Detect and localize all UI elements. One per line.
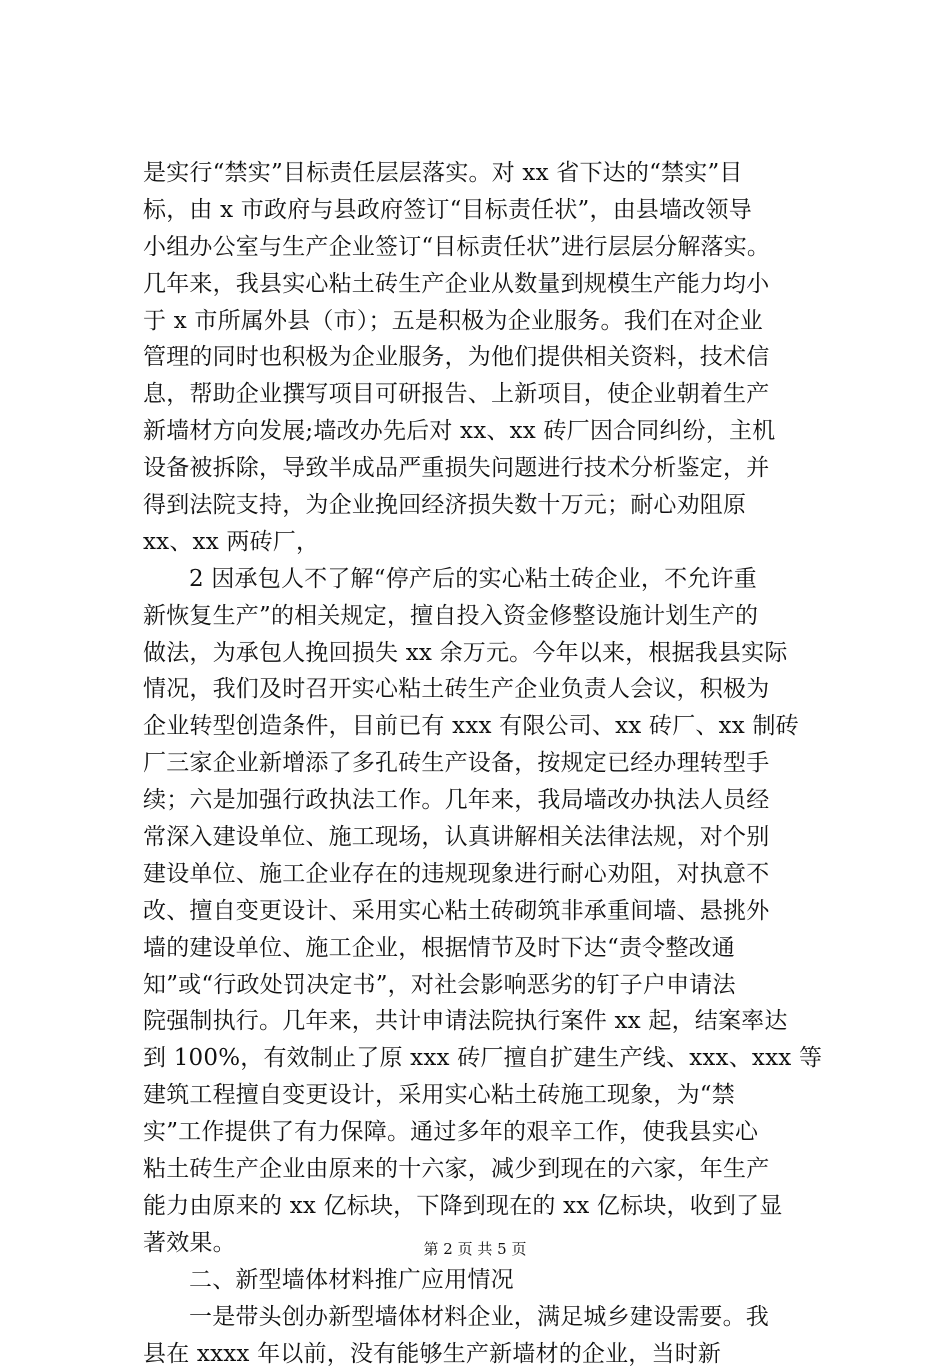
text-line: 情况，我们及时召开实心粘土砖生产企业负责人会议，积极为 [143, 671, 835, 708]
page-number-label: 第 2 页 共 5 页 [424, 1240, 527, 1258]
paragraph-start-line: 一是带头创办新型墙体材料企业，满足城乡建设需要。我 [143, 1299, 835, 1336]
text-line: 标，由 x 市政府与县政府签订“目标责任状”，由县墙改领导 [143, 192, 835, 229]
text-line: 做法，为承包人挽回损失 xx 余万元。今年以来，根据我县实际 [143, 635, 835, 672]
text-line: 著效果。 [143, 1225, 835, 1262]
text-line: 设备被拆除，导致半成品严重损失问题进行技术分析鉴定，并 [143, 450, 835, 487]
text-line: 能力由原来的 xx 亿标块，下降到现在的 xx 亿标块，收到了显 [143, 1188, 835, 1225]
text-line: 息，帮助企业撰写项目可研报告、上新项目，使企业朝着生产 [143, 376, 835, 413]
text-line: 新恢复生产”的相关规定，擅自投入资金修整设施计划生产的 [143, 598, 835, 635]
text-line: 企业转型创造条件，目前已有 xxx 有限公司、xx 砖厂、xx 制砖 [143, 708, 835, 745]
text-line: 厂三家企业新增添了多孔砖生产设备，按规定已经办理转型手 [143, 745, 835, 782]
text-line: 建筑工程擅自变更设计，采用实心粘土砖施工现象，为“禁 [143, 1077, 835, 1114]
text-line: 粘土砖生产企业由原来的十六家，减少到现在的六家，年生产 [143, 1151, 835, 1188]
text-line: 几年来，我县实心粘土砖生产企业从数量到规模生产能力均小 [143, 266, 835, 303]
text-line: 墙的建设单位、施工企业，根据情节及时下达“责令整改通 [143, 930, 835, 967]
text-line: 县在 xxxx 年以前，没有能够生产新墙材的企业，当时新 [143, 1336, 835, 1372]
paragraph-start-line: 2 因承包人不了解“停产后的实心粘土砖企业，不允许重 [143, 561, 835, 598]
text-line: 知”或“行政处罚决定书”，对社会影响恶劣的钉子户申请法 [143, 967, 835, 1004]
text-line: 续；六是加强行政执法工作。几年来，我局墙改办执法人员经 [143, 782, 835, 819]
document-body [143, 155, 835, 1372]
page-footer [0, 1239, 950, 1259]
text-line: 建设单位、施工企业存在的违规现象进行耐心劝阻，对执意不 [143, 856, 835, 893]
text-line: 管理的同时也积极为企业服务，为他们提供相关资料，技术信 [143, 339, 835, 376]
text-line: 到 100%，有效制止了原 xxx 砖厂擅自扩建生产线、xxx、xxx 等 [143, 1040, 835, 1077]
text-line: 于 x 市所属外县（市）；五是积极为企业服务。我们在对企业 [143, 303, 835, 340]
text-line: 院强制执行。几年来，共计申请法院执行案件 xx 起，结案率达 [143, 1003, 835, 1040]
text-line: 新墙材方向发展;墙改办先后对 xx、xx 砖厂因合同纠纷，主机 [143, 413, 835, 450]
text-line: 是实行“禁实”目标责任层层落实。对 xx 省下达的“禁实”目 [143, 155, 835, 192]
text-line: 常深入建设单位、施工现场，认真讲解相关法律法规，对个别 [143, 819, 835, 856]
text-line: xx、xx 两砖厂， [143, 524, 835, 561]
text-line: 小组办公室与生产企业签订“目标责任状”进行层层分解落实。 [143, 229, 835, 266]
text-line: 实”工作提供了有力保障。通过多年的艰辛工作，使我县实心 [143, 1114, 835, 1151]
text-line: 改、擅自变更设计、采用实心粘土砖砌筑非承重间墙、悬挑外 [143, 893, 835, 930]
text-line: 得到法院支持，为企业挽回经济损失数十万元；耐心劝阻原 [143, 487, 835, 524]
section-heading: 二、新型墙体材料推广应用情况 [143, 1262, 835, 1299]
